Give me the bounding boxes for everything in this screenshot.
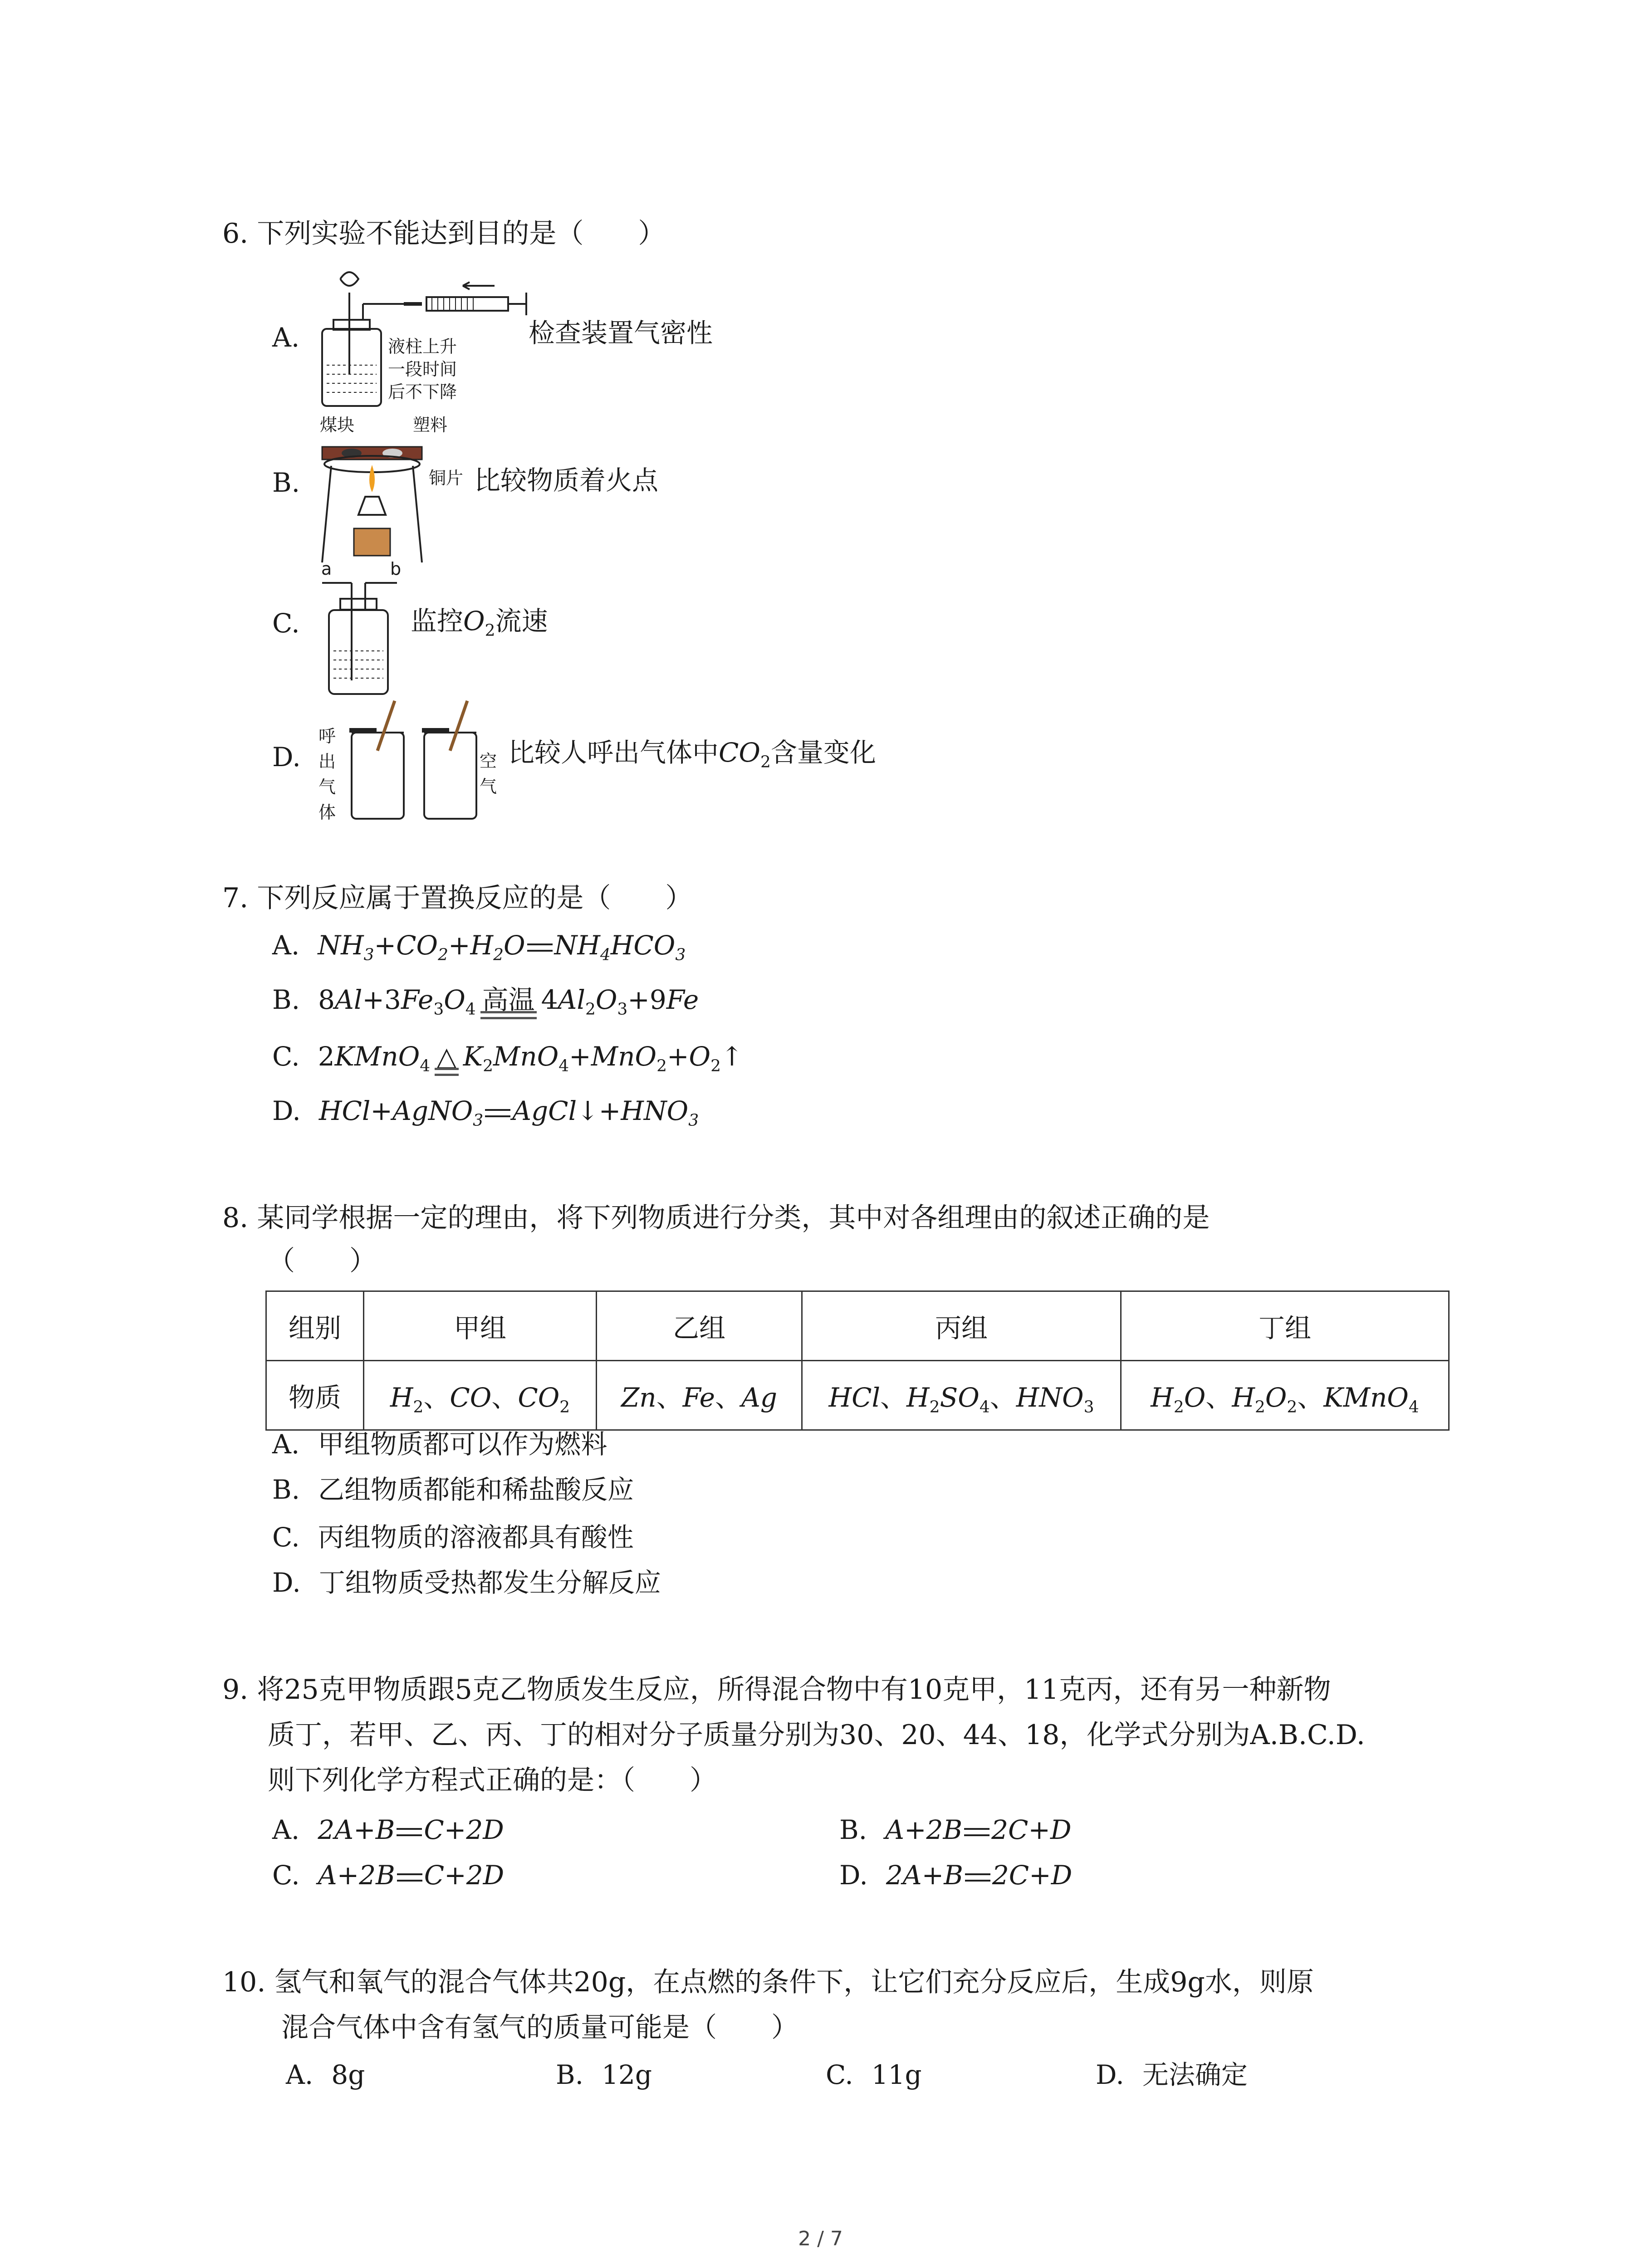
q6-option-b-letter: B. bbox=[272, 467, 300, 498]
q8a-letter: A. bbox=[272, 1429, 300, 1460]
gas-arrow: ↑ bbox=[720, 1041, 743, 1072]
q8c-letter: C. bbox=[272, 1522, 300, 1553]
q6d-label-3: 气 bbox=[318, 777, 336, 797]
q8-option-d bbox=[272, 1569, 661, 1596]
q9b-rhs: 2C+D bbox=[991, 1814, 1072, 1845]
q6c-text-post: 流速 bbox=[495, 606, 548, 636]
q9-option-b bbox=[839, 1814, 1072, 1845]
q10d-letter: D. bbox=[1096, 2059, 1124, 2090]
q9b-letter: B. bbox=[839, 1814, 867, 1845]
q7-stem: 7. 下列反应属于置换反应的是（ ） bbox=[222, 882, 693, 914]
q6c-label-b: b bbox=[390, 559, 402, 579]
q10-option-d bbox=[1096, 2059, 1248, 2090]
q7b-letter: B. bbox=[272, 984, 300, 1015]
q8-option-a bbox=[272, 1429, 607, 1460]
q7-option-a: A. $NH_3+CO_2+H_2O$ $NH_4HCO_3$ bbox=[272, 930, 686, 964]
q10b-letter: B. bbox=[556, 2059, 584, 2090]
q8d-letter: D. bbox=[272, 1567, 301, 1598]
q6a-label-1: 液柱上升 bbox=[388, 337, 457, 357]
q10c-letter: C. bbox=[826, 2059, 853, 2090]
q6c-text-pre: 监控 bbox=[411, 606, 464, 636]
q7-option-b: B. $8Al+3Fe_3O_4$ 高温 $4Al_2O_3+9Fe$ bbox=[272, 984, 699, 1019]
q6d-text-post: 含量变化 bbox=[770, 737, 876, 768]
q9a-rhs: C+2D bbox=[424, 1814, 504, 1845]
q6d-label-1: 呼 bbox=[318, 726, 336, 746]
q6-option-c-letter: C. bbox=[272, 608, 300, 639]
q9-stem-line-3: 则下列化学方程式正确的是：（ ） bbox=[268, 1765, 717, 1796]
q6d-label-6: 气 bbox=[479, 777, 497, 797]
q7-option-c: C. 2KMnO$_4$ △ $K_2MnO_4+MnO_2+O_2↑$ bbox=[272, 1041, 743, 1075]
table-row bbox=[266, 1291, 1449, 1361]
q6a-label-2: 一段时间 bbox=[388, 359, 457, 379]
q8b-letter: B. bbox=[272, 1474, 300, 1505]
q9-option-a bbox=[272, 1814, 504, 1845]
table-cell: $H_2O$、$H_2O_2$、KMnO$_4$ bbox=[1121, 1361, 1449, 1430]
q8-stem: 8. 某同学根据一定的理由，将下列物质进行分类，其中对各组理由的叙述正确的是 bbox=[222, 1202, 1210, 1234]
q7c-letter: C. bbox=[272, 1041, 300, 1072]
q9-option-c bbox=[272, 1860, 505, 1891]
q8-option-b bbox=[272, 1476, 634, 1503]
q8-option-c bbox=[272, 1522, 634, 1553]
q6d-formula-sub: 2 bbox=[760, 753, 771, 772]
precipitate-arrow: ↓ bbox=[577, 1095, 599, 1126]
q7-option-d: D. HCl+AgNO$_3$ $AgCl↓+HNO_3$ bbox=[272, 1095, 699, 1130]
q6d-label-2: 出 bbox=[318, 752, 336, 772]
q6d-formula: CO bbox=[719, 737, 760, 768]
q7d-letter: D. bbox=[272, 1095, 301, 1126]
q8-classification-table bbox=[265, 1290, 1450, 1431]
table-header-cell: 丙组 bbox=[802, 1291, 1121, 1361]
q6d-text-pre: 比较人呼出气体中 bbox=[508, 737, 719, 768]
q9-stem-line-2: 质丁，若甲、乙、丙、丁的相对分子质量分别为30、20、44、18，化学式分别为A.B.C.D. bbox=[268, 1719, 1365, 1751]
table-header-cell: 组别 bbox=[266, 1291, 364, 1361]
q10-option-a bbox=[286, 2059, 365, 2090]
q6d-exhaled-label bbox=[318, 723, 337, 825]
table-cell: HCl、$H_2SO_4$、$HNO_3$ bbox=[802, 1361, 1121, 1430]
table-header-cell: 乙组 bbox=[597, 1291, 802, 1361]
q8b-text: 乙组物质都能和稀盐酸反应 bbox=[318, 1474, 634, 1505]
q9d-lhs: 2A+B bbox=[886, 1860, 963, 1891]
q9d-letter: D. bbox=[839, 1860, 868, 1891]
q6c-formula-sub: 2 bbox=[485, 621, 495, 640]
q8-stem-paren: （ ） bbox=[268, 1245, 377, 1277]
ignition-point-apparatus-figure bbox=[313, 438, 431, 565]
q10-stem-line-2: 混合气体中含有氢气的质量可能是（ ） bbox=[281, 2012, 798, 2043]
q10-option-c bbox=[826, 2059, 922, 2090]
q9c-letter: C. bbox=[272, 1860, 300, 1891]
table-row bbox=[266, 1361, 1449, 1430]
q6c-formula: O bbox=[463, 606, 485, 636]
q10-option-b bbox=[556, 2059, 652, 2090]
q9c-rhs: C+2D bbox=[424, 1860, 505, 1891]
q6a-label-3: 后不下降 bbox=[388, 382, 457, 402]
q9a-letter: A. bbox=[272, 1814, 300, 1845]
q7b-condition: 高温 bbox=[482, 984, 535, 1015]
q6b-label-copper: 铜片 bbox=[429, 468, 464, 488]
q6d-label-5: 空 bbox=[479, 751, 497, 771]
table-row-label: 物质 bbox=[266, 1361, 364, 1430]
q7a-letter: A. bbox=[272, 930, 300, 961]
table-cell: Zn、Fe、Ag bbox=[597, 1361, 802, 1430]
flow-monitor-bottle-figure bbox=[313, 576, 404, 699]
q6-option-d-letter: D. bbox=[272, 742, 301, 772]
q9-stem-line-1: 9. 将25克甲物质跟5克乙物质发生反应，所得混合物中有10克甲，11克丙，还有另一种新物 bbox=[222, 1674, 1331, 1706]
table-header-cell: 丁组 bbox=[1121, 1291, 1449, 1361]
co2-comparison-bottles-figure bbox=[345, 696, 485, 823]
q6-stem: 6. 下列实验不能达到目的是（ ） bbox=[222, 218, 666, 249]
table-cell: $H_2$、CO、$CO_2$ bbox=[364, 1361, 597, 1430]
q8d-text: 丁组物质受热都发生分解反应 bbox=[318, 1567, 661, 1598]
q9a-lhs: 2A+B bbox=[318, 1814, 395, 1845]
table-header-cell: 甲组 bbox=[364, 1291, 597, 1361]
q10a-letter: A. bbox=[286, 2059, 314, 2090]
q6d-label-4: 体 bbox=[318, 802, 336, 822]
q10c-text: 11g bbox=[871, 2059, 922, 2090]
q10d-text: 无法确定 bbox=[1142, 2059, 1248, 2090]
q9-option-d bbox=[839, 1860, 1073, 1891]
q6-option-a-text: 检查装置气密性 bbox=[529, 318, 713, 348]
q8c-text: 丙组物质的溶液都具有酸性 bbox=[318, 1522, 634, 1553]
q9d-rhs: 2C+D bbox=[992, 1860, 1073, 1891]
page-number: 2 / 7 bbox=[798, 2227, 843, 2250]
q6-option-c-text bbox=[411, 606, 548, 640]
q6-option-b-text: 比较物质着火点 bbox=[474, 465, 659, 496]
q6b-label-plastic: 塑料 bbox=[413, 415, 448, 435]
q6b-label-coal: 煤块 bbox=[320, 415, 355, 435]
q7c-condition: △ bbox=[436, 1041, 457, 1072]
q10-stem-line-1: 10. 氢气和氧气的混合气体共20g，在点燃的条件下，让它们充分反应后，生成9g水，则原 bbox=[222, 1966, 1314, 1998]
q10b-text: 12g bbox=[602, 2059, 652, 2090]
q8a-text: 甲组物质都可以作为燃料 bbox=[318, 1429, 607, 1460]
q6d-air-label bbox=[479, 748, 498, 799]
q10a-text: 8g bbox=[331, 2059, 365, 2090]
q6-option-a-letter: A. bbox=[272, 322, 300, 353]
q6c-label-a: a bbox=[321, 559, 332, 579]
q9c-lhs: A+2B bbox=[318, 1860, 395, 1891]
q6-option-d-text bbox=[508, 737, 876, 772]
q9b-lhs: A+2B bbox=[885, 1814, 963, 1845]
